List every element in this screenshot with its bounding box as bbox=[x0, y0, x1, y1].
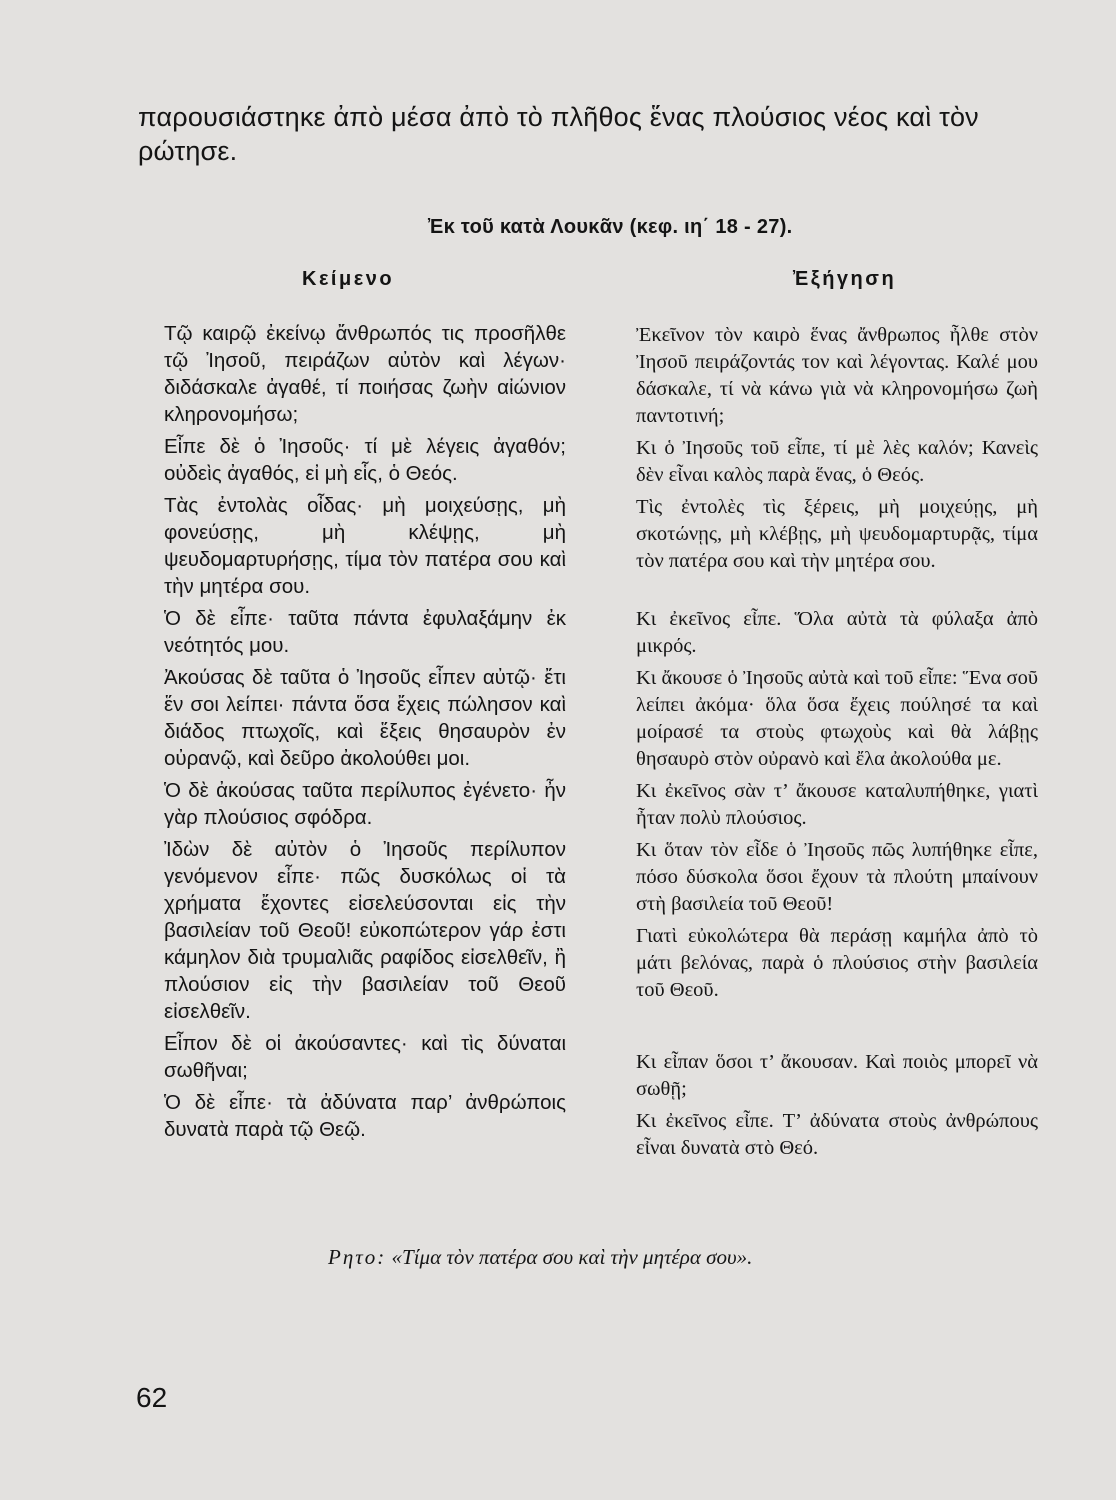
explanation-paragraph: Ἐκεῖνον τὸν καιρὸ ἕνας ἄνθρωπος ἦλθε στὸν Ἰησοῦ πειράζοντάς τον καὶ λέγοντας. Καλέ μου δάσκαλε, τί νὰ κάνω γιὰ νὰ κληρονομήσω ζωὴ παντοτινή; bbox=[636, 324, 1038, 427]
page-number: 62 bbox=[136, 1382, 168, 1413]
text-paragraph: Τὰς ἐντολὰς οἶδας· μὴ μοιχεύσῃς, μὴ φονεύσῃς, μὴ κλέψῃς, μὴ ψευδομαρτυρήσῃς, τίμα τὸν πατέρα σου καὶ τὴν μητέρα σου. bbox=[164, 494, 566, 598]
moral-line bbox=[328, 1245, 752, 1270]
explanation-paragraph: Κι ὅταν τὸν εἶδε ὁ Ἰησοῦς πῶς λυπήθηκε εἶπε, πόσο δύσκολα ὅσοι ἔχουν τὰ πλούτη μπαίνουν στὴ βασιλεία τοῦ Θεοῦ! bbox=[636, 839, 1038, 915]
intro-text: παρουσιάστηκε ἀπὸ μέσα ἀπὸ τὸ πλῆθος ἕνας πλούσιος νέος καὶ τὸν ρώτησε. bbox=[138, 102, 979, 166]
explanation-paragraph: Κι ἐκεῖνος σὰν τ’ ἄκουσε καταλυπήθηκε, γιατὶ ἦταν πολὺ πλούσιος. bbox=[636, 780, 1038, 829]
text-paragraph: Ὁ δὲ εἶπε· τὰ ἀδύνατα παρ’ ἀνθρώποις δυνατὰ παρὰ τῷ Θεῷ. bbox=[164, 1091, 566, 1141]
explanation-paragraph: Κι εἶπαν ὅσοι τ’ ἄκουσαν. Καὶ ποιὸς μπορεῖ νὰ σωθῇ; bbox=[636, 1051, 1038, 1100]
text-paragraph: Ὁ δὲ ἀκούσας ταῦτα περίλυπος ἐγένετο· ἦν γὰρ πλούσιος σφόδρα. bbox=[164, 779, 566, 829]
explanation-paragraph: Κι ἐκεῖνος εἶπε. Τ’ ἀδύνατα στοὺς ἀνθρώπους εἶναι δυνατὰ στὸ Θεό. bbox=[636, 1110, 1038, 1159]
moral-text: «Τίμα τὸν πατέρα σου καὶ τὴν μητέρα σου». bbox=[391, 1245, 753, 1269]
spacer bbox=[636, 580, 1038, 606]
explanation-paragraph: Γιατὶ εὐκολώτερα θὰ περάσῃ καμήλα ἀπὸ τὸ μάτι βελόνας, παρὰ ὁ πλούσιος στὴν βασιλεία τοῦ Θεοῦ. bbox=[636, 925, 1038, 1001]
text-paragraph: Ὁ δὲ εἶπε· ταῦτα πάντα ἐφυλαξάμην ἐκ νεότητός μου. bbox=[164, 607, 566, 657]
scripture-reference: Ἐκ τοῦ κατὰ Λουκᾶν (κεφ. ιη΄ 18 - 27). bbox=[428, 216, 793, 238]
explanation-paragraph: Κι ἐκεῖνος εἶπε. Ὅλα αὐτὰ τὰ φύλαξα ἀπὸ μικρός. bbox=[636, 608, 1038, 657]
spacer bbox=[636, 1009, 1038, 1049]
explanation-column-heading: Ἐξήγηση bbox=[793, 268, 897, 290]
explanation-paragraph: Κι ὁ Ἰησοῦς τοῦ εἶπε, τί μὲ λὲς καλόν; Κανεὶς δὲν εἶναι καλὸς παρὰ ἕνας, ὁ Θεός. bbox=[636, 437, 1038, 486]
text-paragraph: Ἀκούσας δὲ ταῦτα ὁ Ἰησοῦς εἶπεν αὐτῷ· ἔτι ἕν σοι λείπει· πάντα ὅσα ἔχεις πώλησον καὶ διάδος πτωχοῖς, καὶ ἕξεις θησαυρὸν ἐν οὐρανῷ, καὶ δεῦρο ἀκολούθει μοι. bbox=[164, 666, 566, 770]
text-column-heading: Κείμενο bbox=[302, 268, 395, 290]
moral-label: Ρητο: bbox=[328, 1245, 387, 1269]
text-paragraph: Τῷ καιρῷ ἐκείνῳ ἄνθρωπός τις προσῆλθε τῷ Ἰησοῦ, πειράζων αὐτὸν καὶ λέγων· διδάσκαλε ἀγαθέ, τί ποιήσας ζωὴν αἰώνιον κληρονομήσω; bbox=[164, 322, 566, 426]
text-paragraph: Εἶπον δὲ οἱ ἀκούσαντες· καὶ τὶς δύναται σωθῆναι; bbox=[164, 1032, 566, 1082]
original-text-column bbox=[164, 320, 566, 1148]
explanation-column bbox=[636, 322, 1038, 1167]
text-paragraph: Εἶπε δὲ ὁ Ἰησοῦς· τί μὲ λέγεις ἀγαθόν; οὐδεὶς ἀγαθός, εἰ μὴ εἷς, ὁ Θεός. bbox=[164, 435, 566, 485]
explanation-paragraph: Κι ἄκουσε ὁ Ἰησοῦς αὐτὰ καὶ τοῦ εἶπε: Ἕνα σοῦ λείπει ἀκόμα· ὅλα ὅσα ἔχεις πούλησέ τα καὶ μοίρασέ τα στοὺς φτωχοὺς καὶ θὰ λάβῃς θησαυρὸ στὸν οὐρανὸ καὶ ἔλα ἀκολούθα με. bbox=[636, 667, 1038, 770]
text-paragraph: Ἰδὼν δὲ αὐτὸν ὁ Ἰησοῦς περίλυπον γενόμενον εἶπε· πῶς δυσκόλως οἱ τὰ χρήματα ἔχοντες εἰσελεύσονται εἰς τὴν βασιλείαν τοῦ Θεοῦ! εὐκοπώτερον γάρ ἐστι κάμηλον διὰ τρυμαλιᾶς ραφίδος εἰσελθεῖν, ἢ πλούσιον εἰς τὴν βασιλείαν τοῦ Θεοῦ εἰσελθεῖν. bbox=[164, 838, 566, 1023]
explanation-paragraph: Τὶς ἐντολὲς τὶς ξέρεις, μὴ μοιχεύῃς, μὴ σκοτώνῃς, μὴ κλέβῃς, μὴ ψευδομαρτυρᾷς, τίμα τὸν πατέρα σου καὶ τὴν μητέρα σου. bbox=[636, 496, 1038, 572]
